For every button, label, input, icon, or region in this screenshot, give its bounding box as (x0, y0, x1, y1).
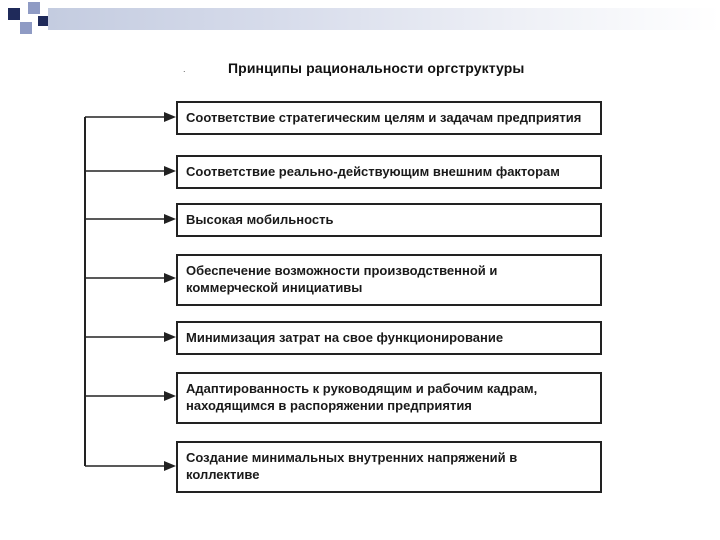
principle-label: Создание минимальных внутренних напряжений в коллективе (186, 450, 518, 482)
branch-arrow-6 (85, 391, 176, 401)
principle-box-5 (176, 321, 602, 355)
principle-box-3 (176, 203, 602, 237)
branch-arrow-4 (85, 273, 176, 283)
branch-arrow-5 (85, 332, 176, 342)
branch-arrow-3 (85, 214, 176, 224)
principle-label: Минимизация затрат на свое функционирование (186, 330, 504, 345)
diagram-title: Принципы рациональности оргструктуры (228, 60, 525, 76)
branch-arrow-7 (85, 461, 176, 471)
principle-box-6 (176, 372, 602, 424)
principle-box-4 (176, 254, 602, 306)
principle-label: Обеспечение возможности производственной и коммерческой инициативы (186, 263, 498, 295)
principle-label: Высокая мобильность (186, 212, 334, 227)
principle-label: Адаптированность к руководящим и рабочим кадрам, находящимся в распоряжении предприятия (186, 381, 538, 413)
principle-box-7 (176, 441, 602, 493)
stray-mark: . (183, 64, 186, 74)
principle-label: Соответствие реально-действующим внешним факторам (186, 164, 560, 179)
branch-arrow-1 (85, 112, 176, 122)
principle-box-2 (176, 155, 602, 189)
branch-arrow-2 (85, 166, 176, 176)
principle-label: Соответствие стратегическим целям и задачам предприятия (186, 110, 582, 125)
principle-box-1 (176, 101, 602, 135)
